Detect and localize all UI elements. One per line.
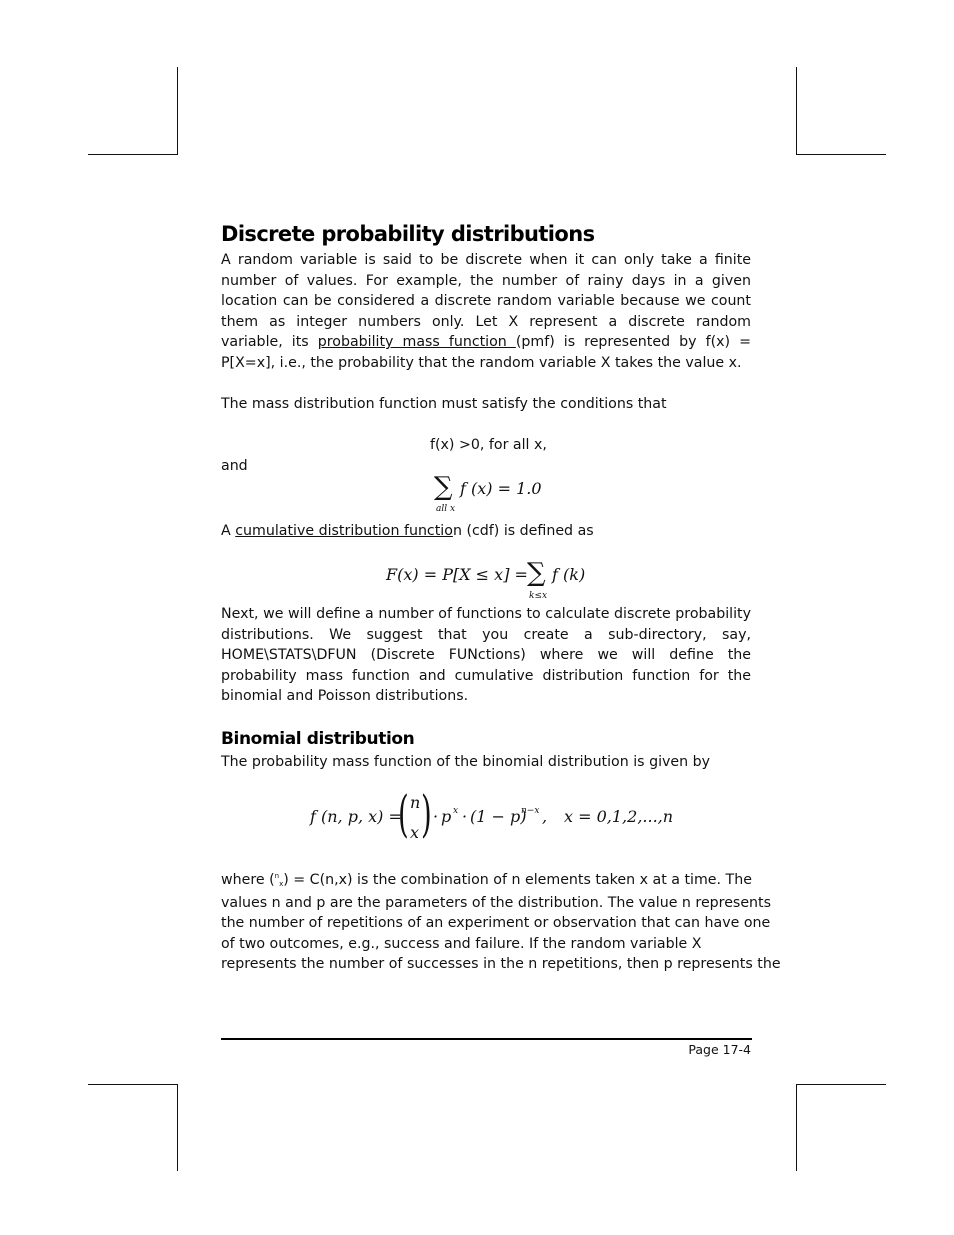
- binomial-dot1: ·: [433, 807, 439, 826]
- section-title-binomial: Binomial distribution: [221, 729, 415, 749]
- and-label: and: [221, 458, 248, 474]
- cdf-link[interactable]: cumulative distribution functio: [235, 523, 453, 539]
- binomial-dot2: ·: [462, 807, 468, 826]
- page-number: Page 17-4: [688, 1042, 751, 1057]
- binom-right-paren: ): [421, 785, 432, 843]
- cdf-subscript: k≤x: [529, 591, 548, 601]
- next-paragraph: Next, we will define a number of functions to calculate discrete probability distributions. We suggest that you create a sub-directory, say, HOME\STATS\DFUN (Discrete FUNctions) where we will define the probability mass function and cumulative distribution function for the binomial and Poisson distributions.: [221, 606, 751, 705]
- pmf-link[interactable]: probability mass function: [317, 334, 516, 351]
- where-line-1: [221, 870, 761, 893]
- cdf-suffix: n (cdf) is defined as: [452, 523, 594, 539]
- footer-rule: [221, 1038, 752, 1040]
- where-line-3: the number of repetitions of an experiment or observation that can have one: [221, 915, 771, 932]
- binomial-intro: The probability mass function of the binomial distribution is given by: [221, 754, 711, 770]
- sum-subscript: all x: [436, 504, 456, 514]
- crop-mark-bottom-left-vertical: [177, 1084, 178, 1171]
- cdf-prefix: A: [221, 523, 236, 539]
- crop-mark-top-left-vertical: [177, 67, 178, 154]
- binom-bottom: x: [410, 823, 420, 842]
- binomial-formula: [310, 785, 674, 848]
- crop-mark-bottom-right-vertical: [796, 1084, 797, 1171]
- cdf-lhs: F(x) = P[X ≤ x] =: [386, 565, 528, 584]
- condition-positive: f(x) >0, for all x,: [430, 437, 547, 453]
- where-rest-line1: ) = C(n,x) is the combination of n elements taken x at a time. The: [283, 872, 752, 888]
- cdf-sentence: [221, 521, 751, 542]
- where-line-5: represents the number of successes in the n repetitions, then p represents the: [221, 956, 781, 973]
- crop-mark-top-left-horizontal: [88, 154, 178, 155]
- sum-condition-formula: [434, 474, 584, 516]
- binom-n-small: n: [274, 872, 280, 880]
- crop-mark-bottom-right-horizontal: [796, 1084, 886, 1085]
- crop-mark-top-right-vertical: [796, 67, 797, 154]
- sum-body: f (x) = 1.0: [460, 479, 542, 498]
- cdf-formula: [386, 560, 606, 604]
- binomial-lhs: f (n, p, x) =: [310, 807, 402, 826]
- binomial-q-exp: n−x: [521, 806, 540, 816]
- where-line-4: of two outcomes, e.g., success and failure. If the random variable X: [221, 935, 702, 952]
- crop-mark-bottom-left-horizontal: [88, 1084, 178, 1085]
- binomial-p: p: [441, 807, 452, 826]
- binomial-q: (1 − p): [470, 807, 527, 826]
- binomial-domain: x = 0,1,2,...,n: [564, 807, 674, 826]
- cdf-sigma: ∑: [527, 558, 546, 588]
- binom-left-paren: (: [398, 785, 409, 843]
- conditions-intro: The mass distribution function must satisfy the conditions that: [221, 396, 667, 412]
- intro-paragraph: [221, 250, 751, 374]
- binom-top: n: [410, 793, 421, 812]
- where-line-2: values n and p are the parameters of the distribution. The value n represents: [221, 894, 772, 911]
- where-paragraph: [221, 870, 781, 975]
- intro-text-part1: A random variable is said to be discrete when it can only take a finite number of values. For example, the number of rainy days in a given location can be considered a discrete random variable because we count them as integer numbers only. Let X represent a discrete random variable, its: [221, 252, 751, 351]
- cdf-rhs: f (k): [552, 565, 586, 584]
- binomial-p-exp: x: [453, 806, 459, 816]
- intro-text-part2: (pmf) is represented by f(x) = P[X=x], i.e., the probability that the random variable X takes the value x.: [221, 334, 751, 371]
- binomial-comma: ,: [542, 807, 548, 826]
- binom-x-small: x: [279, 880, 284, 888]
- crop-mark-top-right-horizontal: [796, 154, 886, 155]
- page-title: Discrete probability distributions: [221, 222, 595, 246]
- sigma-symbol: ∑: [434, 472, 453, 502]
- where-word: where (: [221, 872, 275, 888]
